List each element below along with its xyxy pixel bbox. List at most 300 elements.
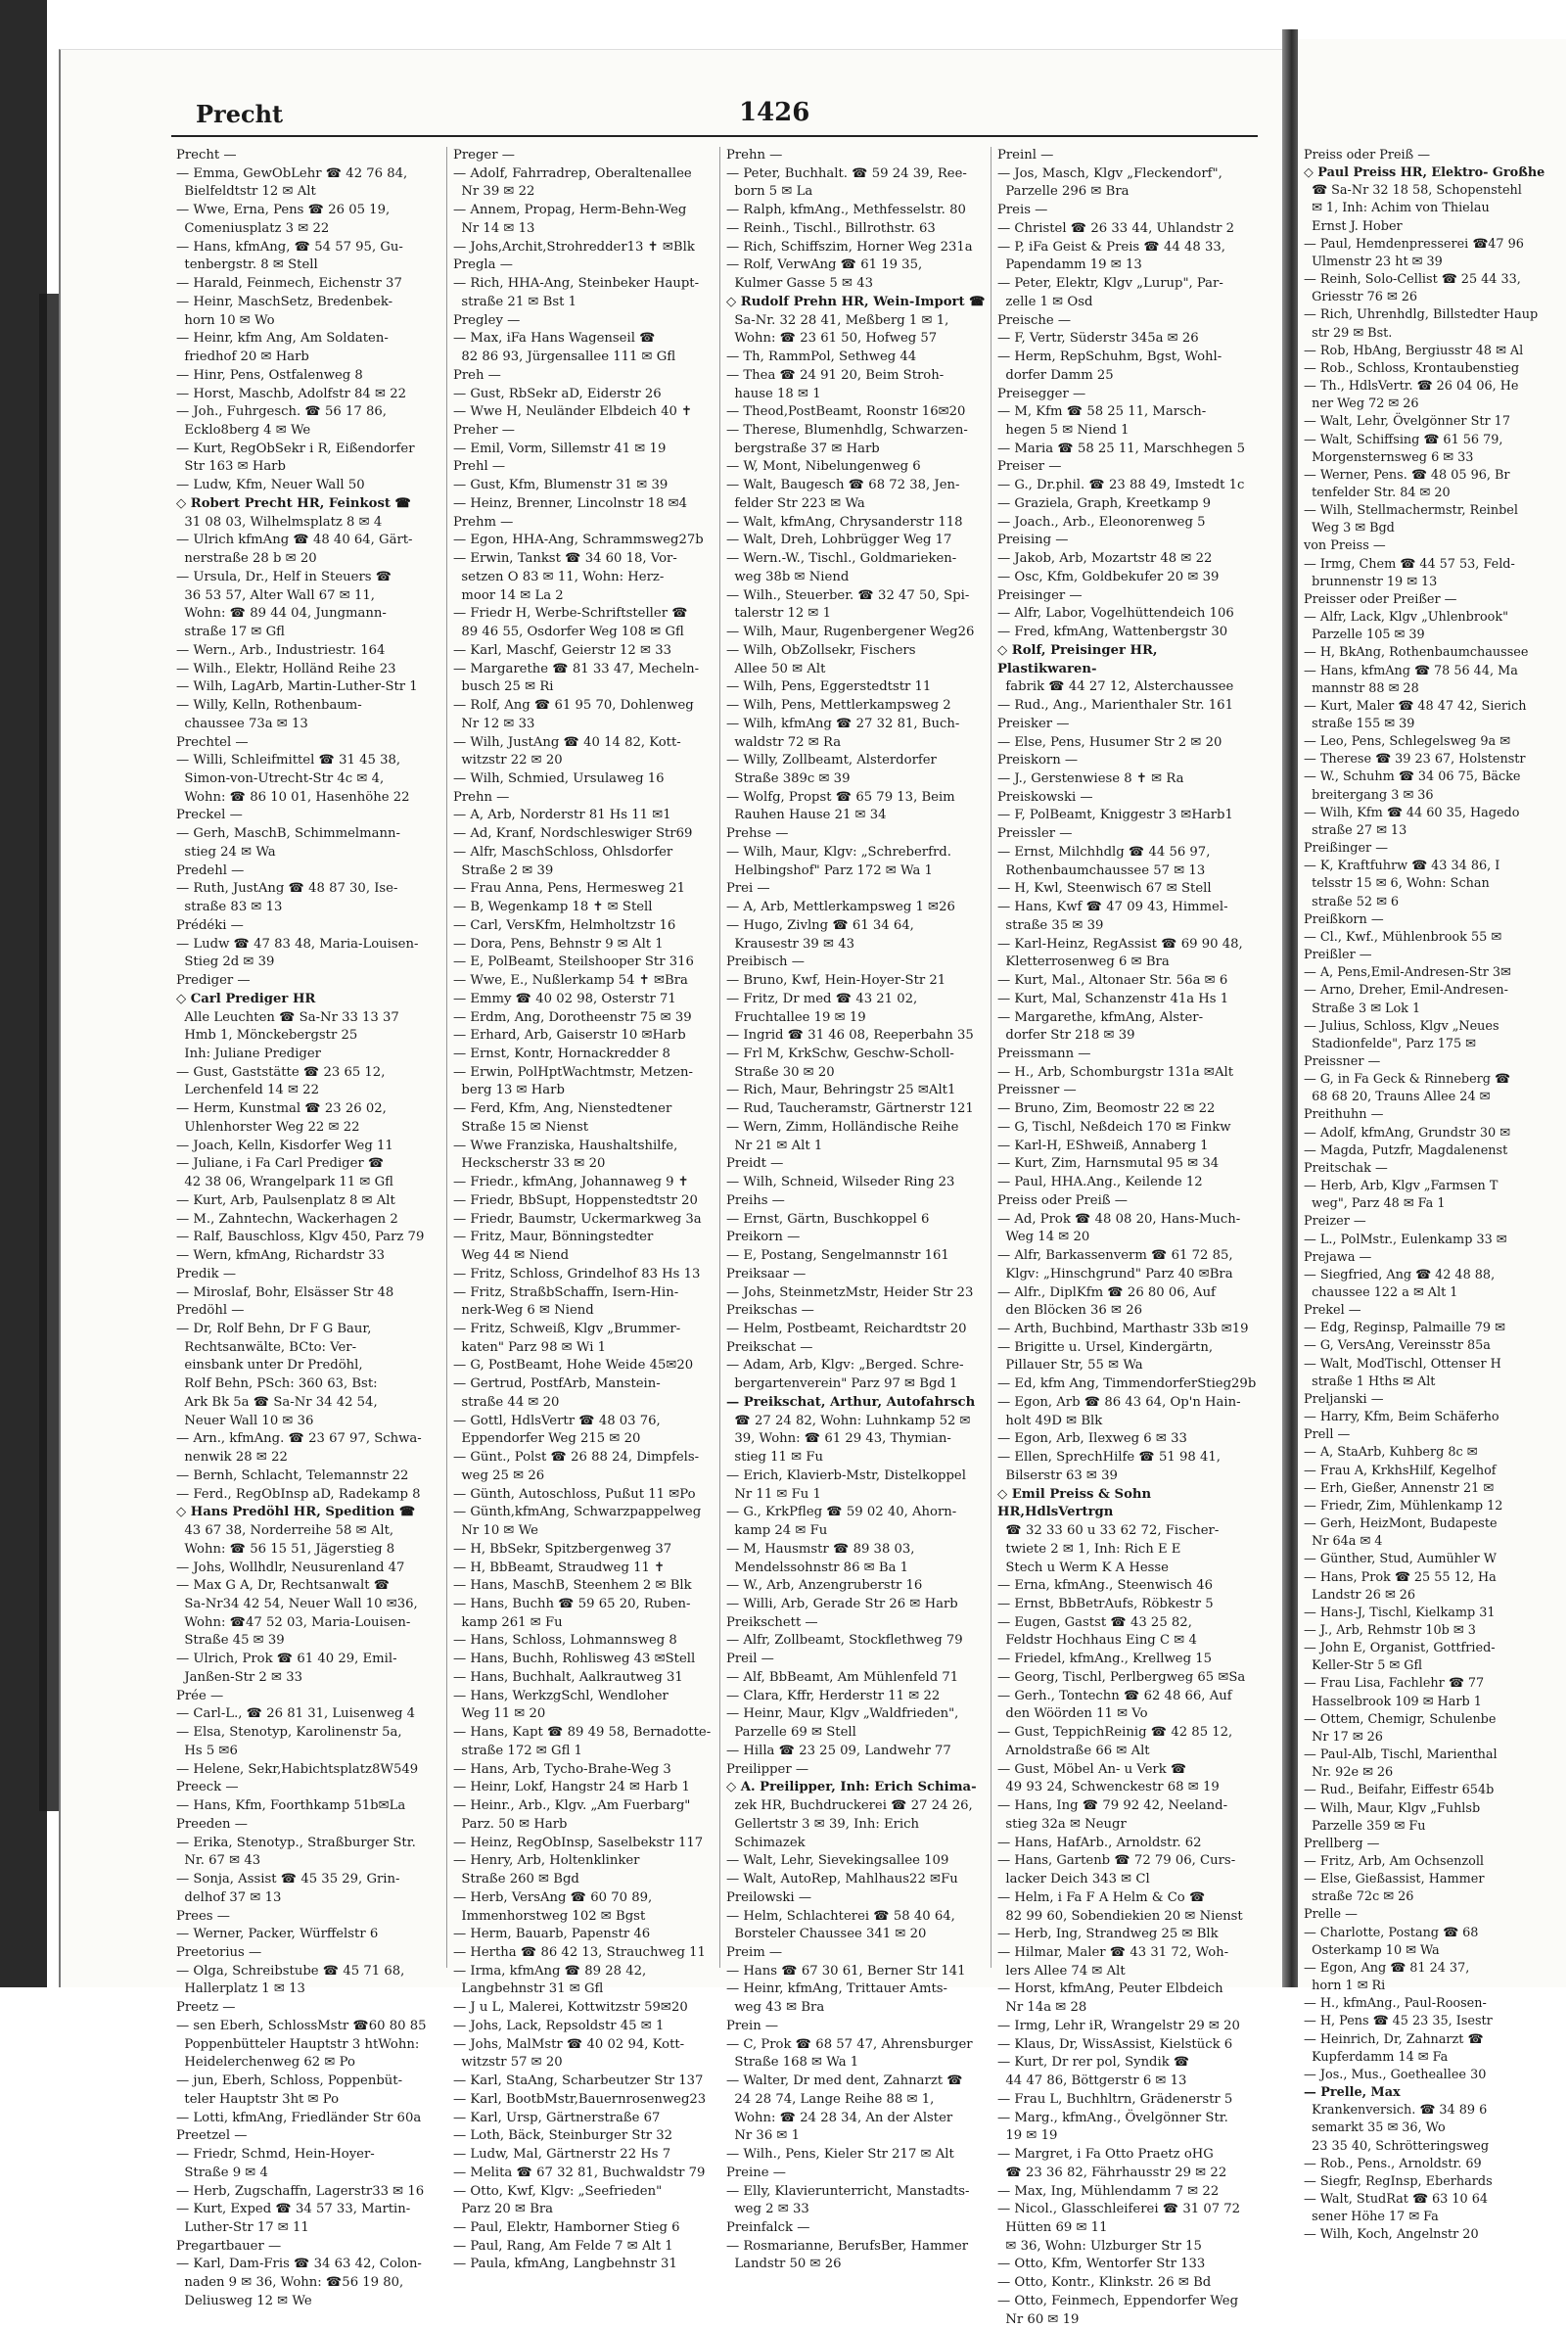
directory-entry-line: — Wilh, JustAng ☎ 40 14 82, Kott- [453, 734, 681, 750]
directory-entry-line: — Edg, Reginsp, Palmaille 79 ✉ [1304, 1321, 1505, 1336]
directory-entry-line: — Heinz, Brenner, Lincolnstr 18 ✉4 [453, 495, 688, 511]
directory-entry-line: 43 67 38, Norderreihe 58 ✉ Alt, [176, 1523, 394, 1539]
directory-entry-line: — H, BbBeamt, Straudweg 11 ✝ [453, 1560, 666, 1575]
directory-entry-line: — Kurt, Arb, Paulsenplatz 8 ✉ Alt [176, 1192, 395, 1208]
directory-entry-line: — Walt, ModTischl, Ottenser H [1304, 1356, 1501, 1372]
directory-entry-line: straße 1 Hths ✉ Alt [1304, 1374, 1436, 1389]
directory-entry-line: Straße 15 ✉ Nienst [453, 1119, 589, 1135]
directory-entry-line: — Hans, Kfm, Foorthkamp 51b✉La [176, 1798, 406, 1814]
directory-entry-line: Keller-Str 5 ✉ Gfl [1304, 1658, 1422, 1674]
directory-entry-line: moor 14 ✉ La 2 [453, 587, 564, 603]
directory-entry-line: Nr 12 ✉ 33 [453, 716, 535, 731]
directory-entry-line: — Herm, Bauarb, Papenstr 46 [453, 1927, 651, 1942]
directory-entry-line: Ulmenstr 23 ht ✉ 39 [1304, 254, 1443, 269]
directory-entry-line: teler Hauptstr 3ht ✉ Po [176, 2091, 340, 2107]
directory-entry-line: Preitschak — [1304, 1160, 1388, 1176]
directory-entry-line: Preh — [453, 367, 501, 383]
directory-entry-line: — Hans ☎ 67 30 61, Berner Str 141 [726, 1963, 966, 1979]
directory-entry-line: Stech u Werm K A Hesse [997, 1560, 1169, 1575]
directory-entry-line: hause 18 ✉ 1 [726, 386, 821, 401]
directory-column-1 [176, 147, 436, 2308]
directory-entry-line: — Ruth, JustAng ☎ 48 87 30, Ise- [176, 881, 398, 897]
directory-entry-line: — Rob., Pens., Arnoldstr. 69 [1304, 2156, 1482, 2171]
directory-entry-line: Heckscherstr 33 ✉ 20 [453, 1156, 606, 1172]
directory-entry-line: Preiksaar — [726, 1266, 807, 1281]
directory-entry-line: Neuer Wall 10 ✉ 36 [176, 1413, 314, 1428]
directory-entry-line: Deliusweg 12 ✉ We [176, 2293, 312, 2308]
directory-entry-line: — Wilh, LagArb, Martin-Luther-Str 1 [176, 679, 418, 695]
directory-entry-line: — Alfr, Labor, Vogelhüttendeich 106 [997, 606, 1234, 622]
directory-entry-line: — Marg., kfmAng., Övelgönner Str. [997, 2110, 1228, 2125]
directory-entry-line: ☎ 23 36 82, Fährhausstr 29 ✉ 22 [997, 2165, 1227, 2180]
directory-entry-line: — Else, Gießassist, Hammer [1304, 1872, 1485, 1887]
directory-entry-line: fabrik ☎ 44 27 12, Alsterchaussee [997, 679, 1234, 695]
directory-entry-line: Hasselbrook 109 ✉ Harb 1 [1304, 1694, 1482, 1709]
directory-entry-line: straße 35 ✉ 39 [997, 917, 1104, 933]
directory-entry-line: 31 08 03, Wilhelmsplatz 8 ✉ 4 [176, 514, 383, 530]
directory-entry-line: — Otto, Kfm, Wentorfer Str 133 [997, 2257, 1206, 2272]
directory-entry-line: — Lotti, kfmAng, Friedländer Str 60a [176, 2110, 422, 2125]
directory-entry-line: straße 52 ✉ 6 [1304, 894, 1400, 909]
directory-entry-line: ◇ Carl Prediger HR [176, 991, 316, 1006]
directory-entry-line: Preissner — [997, 1083, 1077, 1098]
directory-entry-line: — Fritz, Schloss, Grindelhof 83 Hs 13 [453, 1266, 701, 1281]
directory-entry-line: — Alf, BbBeamt, Am Mühlenfeld 71 [726, 1669, 959, 1685]
directory-column-2 [446, 147, 713, 2272]
directory-entry-line: — Jakob, Arb, Mozartstr 48 ✉ 22 [997, 551, 1213, 567]
directory-entry-line: Sa-Nr. 32 28 41, Meßberg 1 ✉ 1, [726, 312, 949, 328]
directory-entry-line: — Erich, Klavierb-Mstr, Distelkoppel [726, 1467, 966, 1483]
directory-entry-line: Stieg 2d ✉ 39 [176, 955, 275, 970]
directory-entry-line: Preilowski — [726, 1889, 812, 1905]
directory-entry-line: Prei — [726, 881, 770, 897]
directory-entry-line: Predöhl — [176, 1303, 245, 1319]
directory-entry-line: — Ernst, Kontr, Hornackredder 8 [453, 1046, 670, 1061]
directory-entry-line: den Wöörden 11 ✉ Vo [997, 1706, 1148, 1722]
directory-entry-line: Parzelle 359 ✉ Fu [1304, 1818, 1426, 1834]
directory-column-4 [991, 147, 1257, 2327]
directory-entry-line: — Horst, kfmAng, Peuter Elbdeich [997, 1981, 1223, 1997]
directory-entry-line: — Charlotte, Postang ☎ 68 [1304, 1925, 1479, 1940]
directory-entry-line: nenwik 28 ✉ 22 [176, 1450, 288, 1466]
directory-entry-line: Preetzel — [176, 2128, 248, 2144]
directory-entry-line: — Otto, Kwf, Klgv: „Seefrieden" [453, 2183, 663, 2199]
directory-column-5 [1304, 147, 1568, 2243]
directory-entry-line: Preizer — [1304, 1214, 1366, 1230]
directory-entry-line: kamp 24 ✉ Fu [726, 1523, 828, 1539]
directory-entry-line: — W., Schuhm ☎ 34 06 75, Bäcke [1304, 769, 1521, 785]
directory-entry-line: — A, Pens,Emil-Andresen-Str 3✉ [1304, 965, 1511, 981]
directory-entry-line: — Rich, Schiffszim, Horner Weg 231a [726, 239, 973, 255]
directory-entry-line: talerstr 12 ✉ 1 [726, 606, 832, 622]
directory-entry-line: felder Str 223 ✉ Wa [726, 495, 865, 511]
directory-entry-line: Borsteler Chaussee 341 ✉ 20 [726, 1927, 927, 1942]
directory-entry-line: telsstr 15 ✉ 6, Wohn: Schan [1304, 876, 1490, 892]
directory-entry-line: — Friedr, BbSupt, Hoppenstedtstr 20 [453, 1192, 698, 1208]
directory-entry-line: — Ingrid ☎ 31 46 08, Reeperbahn 35 [726, 1028, 974, 1044]
directory-entry-line: — Heinr, MaschSetz, Bredenbek- [176, 294, 393, 309]
directory-entry-line: — Egon, Arb ☎ 86 43 64, Op'n Hain- [997, 1394, 1241, 1410]
directory-entry-line: — Friedr, Baumstr, Uckermarkweg 3a [453, 1211, 702, 1227]
directory-entry-line: Straße 260 ✉ Bgd [453, 1872, 579, 1887]
directory-entry-line: — Walt, Schiffsing ☎ 61 56 79, [1304, 432, 1503, 447]
directory-entry-line: — Hans-J, Tischl, Kielkamp 31 [1304, 1605, 1496, 1620]
directory-entry-line: ☎ Sa-Nr 32 18 58, Schopenstehl [1304, 183, 1522, 199]
directory-entry-line: — G., KrkPfleg ☎ 59 02 40, Ahorn- [726, 1505, 957, 1520]
directory-entry-line: — Rich, Uhrenhdlg, Billstedter Haup [1304, 307, 1539, 323]
directory-entry-line: Helbingshof" Parz 172 ✉ Wa 1 [726, 862, 933, 878]
directory-entry-line: stieg 24 ✉ Wa [176, 844, 276, 860]
directory-entry-line: — Siegfr, RegInsp, Eberhards [1304, 2173, 1493, 2189]
directory-entry-line: — Johs,Archit,Strohredder13 ✝ ✉Blk [453, 239, 695, 255]
directory-entry-line: — Ernst, Milchhdlg ☎ 44 56 97, [997, 844, 1211, 860]
directory-entry-line: Preisinger — [997, 587, 1083, 603]
directory-entry-line: — Ferd, Kfm, Ang, Nienstedtener [453, 1101, 672, 1117]
directory-entry-line: Krankenversich. ☎ 34 89 6 [1304, 2103, 1488, 2119]
directory-entry-line: hegen 5 ✉ Niend 1 [997, 423, 1130, 439]
directory-entry-line: Prell — [1304, 1427, 1351, 1443]
directory-entry-line: — G., Dr.phil. ☎ 23 88 49, Imstedt 1c [997, 478, 1245, 493]
directory-entry-line: — Walt, kfmAng, Chrysanderstr 118 [726, 514, 963, 530]
directory-entry-line: — Wwe, E., Nußlerkamp 54 ✝ ✉Bra [453, 973, 688, 989]
directory-entry-line: Lerchenfeld 14 ✉ 22 [176, 1083, 319, 1098]
directory-entry-line: — Gust, Gaststätte ☎ 23 65 12, [176, 1064, 386, 1080]
directory-entry-line: stieg 32a ✉ Neugr [997, 1816, 1127, 1832]
directory-entry-line: — Adolf, Fahrradrep, Oberaltenallee [453, 165, 692, 181]
directory-entry-line: — Ulrich kfmAng ☎ 48 40 64, Gärt- [176, 533, 413, 548]
directory-entry-line: Str 163 ✉ Harb [176, 459, 286, 475]
directory-entry-line: — Willy, Kelln, Rothenbaum- [176, 698, 362, 714]
directory-entry-line: Preidt — [726, 1156, 784, 1172]
directory-entry-line: tenfelder Str. 84 ✉ 20 [1304, 485, 1451, 500]
directory-entry-line: Hs 5 ✉6 [176, 1743, 238, 1758]
directory-entry-line: — Kurt, Mal., Altonaer Str. 56a ✉ 6 [997, 973, 1228, 989]
directory-entry-line: Bilserstr 63 ✉ 39 [997, 1467, 1118, 1483]
directory-entry-line: Feldstr Hochhaus Eing C ✉ 4 [997, 1633, 1197, 1649]
directory-entry-line: — Wolfg, Propst ☎ 65 79 13, Beim [726, 789, 955, 805]
directory-entry-line: — Willi, Schleifmittel ☎ 31 45 38, [176, 753, 401, 769]
directory-entry-line: — Kurt, Dr rer pol, Syndik ☎ [997, 2055, 1190, 2071]
directory-entry-line: — Paula, kfmAng, Langbehnstr 31 [453, 2257, 677, 2272]
directory-entry-line: Nr 64a ✉ 4 [1304, 1534, 1383, 1550]
directory-entry-line: Preissner — [1304, 1053, 1381, 1069]
directory-entry-line: holt 49D ✉ Blk [997, 1413, 1103, 1428]
directory-entry-line: Rothenbaumchaussee 57 ✉ 13 [997, 862, 1206, 878]
directory-entry-line: Parzelle 296 ✉ Bra [997, 184, 1130, 200]
directory-entry-line: — Johs, Wollhdlr, Neusurenland 47 [176, 1560, 405, 1575]
directory-entry-line: — M., Zahntechn, Wackerhagen 2 [176, 1211, 398, 1227]
directory-entry-line: Preilipper — [726, 1761, 809, 1777]
directory-entry-line: straße 27 ✉ 13 [1304, 822, 1407, 838]
directory-entry-line: — Ursula, Dr., Helf in Steuers ☎ [176, 569, 392, 584]
directory-entry-line: — Christel ☎ 26 33 44, Uhlandstr 2 [997, 220, 1235, 236]
directory-entry-line: — Günth, Autoschloss, Pußut 11 ✉Po [453, 1486, 696, 1502]
directory-entry-line: Preiss oder Preiß — [1304, 148, 1431, 163]
directory-entry-line: — Th, RammPol, Sethweg 44 [726, 349, 917, 365]
directory-entry-line: — Friedr, Zim, Mühlenkamp 12 [1304, 1498, 1503, 1514]
directory-entry-line: — Theod,PostBeamt, Roonstr 16✉20 [726, 404, 966, 420]
directory-entry-line: ◇ Emil Preiss & Sohn HR,HdlsVertrgn [997, 1486, 1156, 1520]
directory-entry-line: ◇ Hans Predöhl HR, Spedition ☎ [176, 1505, 416, 1520]
directory-entry-line: delhof 37 ✉ 13 [176, 1889, 282, 1905]
directory-entry-line: — Ed, kfm Ang, TimmendorferStieg29b [997, 1376, 1257, 1392]
directory-entry-line: — Wilh, Schneid, Wilseder Ring 23 [726, 1175, 955, 1190]
directory-entry-line: — Kurt, Maler ☎ 48 47 42, Sierich [1304, 698, 1527, 714]
directory-entry-line: — Wilh, Kfm ☎ 44 60 35, Hagedo [1304, 805, 1520, 820]
directory-entry-line: — Ralph, kfmAng., Methfesselstr. 80 [726, 203, 966, 218]
directory-entry-line: Precht — [176, 148, 237, 163]
directory-entry-line: Parz. 50 ✉ Harb [453, 1816, 568, 1832]
directory-entry-line: — Helene, Sekr,Habichtsplatz8W549 [176, 1761, 419, 1777]
directory-entry-line: — Paul, Hemdenpresserei ☎47 96 [1304, 236, 1524, 252]
directory-entry-line: — Fritz, StraßbSchaffn, Isern-Hin- [453, 1284, 679, 1300]
directory-entry-line: — Ad, Prok ☎ 48 08 20, Hans-Much- [997, 1211, 1241, 1227]
directory-entry-line: — Rolf, Ang ☎ 61 95 70, Dohlenweg [453, 698, 694, 714]
directory-entry-line: — Helm, Schlachterei ☎ 58 40 64, [726, 1908, 955, 1924]
directory-entry-line: — Hans, WerkzgSchl, Wendloher [453, 1688, 669, 1703]
directory-entry-line: Luther-Str 17 ✉ 11 [176, 2219, 309, 2235]
directory-entry-line: Uhlenhorster Weg 22 ✉ 22 [176, 1119, 360, 1135]
directory-entry-line: — H., kfmAng., Paul-Roosen- [1304, 1996, 1487, 2012]
directory-entry-line: Ecklo8berg 4 ✉ We [176, 423, 311, 439]
directory-entry-line: katen" Parz 98 ✉ Wi 1 [453, 1339, 607, 1355]
directory-entry-line: — Friedel, kfmAng., Krellweg 15 [997, 1652, 1213, 1667]
directory-entry-line: Preikorn — [726, 1230, 801, 1245]
directory-entry-line: Bielfeldtstr 12 ✉ Alt [176, 184, 316, 200]
directory-entry-line: von Preiss — [1304, 538, 1386, 554]
directory-entry-line: Comeniusplatz 3 ✉ 22 [176, 220, 330, 236]
directory-entry-line: Wohn: ☎ 23 61 50, Hofweg 57 [726, 331, 938, 347]
directory-entry-line: 39, Wohn: ☎ 61 29 43, Thymian- [726, 1431, 951, 1447]
directory-entry-line: — Erwin, PolHptWachtmstr, Metzen- [453, 1064, 693, 1080]
directory-entry-line: — Gerh., Tontechn ☎ 62 48 66, Auf [997, 1688, 1232, 1703]
directory-entry-line: Eppendorfer Weg 215 ✉ 20 [453, 1431, 641, 1447]
directory-entry-line: setzen O 83 ✉ 11, Wohn: Herz- [453, 569, 665, 584]
directory-entry-line: — Wilh, Pens, Mettlerkampsweg 2 [726, 698, 951, 714]
directory-entry-line: Preiskorn — [997, 753, 1079, 769]
directory-entry-line: — B, Wegenkamp 18 ✝ ✉ Stell [453, 900, 653, 915]
directory-entry-line: ☎ 27 24 82, Wohn: Luhnkamp 52 ✉ [726, 1413, 971, 1428]
directory-entry-line: — Max, Ing, Mühlendamm 7 ✉ 22 [997, 2183, 1220, 2199]
directory-entry-line: Krausestr 39 ✉ 43 [726, 936, 855, 952]
directory-entry-line: — John E, Organist, Gottfried- [1304, 1641, 1496, 1656]
directory-entry-line: Pregartbauer — [176, 2238, 282, 2254]
directory-entry-line: Nr 60 ✉ 19 [997, 2311, 1080, 2327]
directory-entry-line: Preiss oder Preiß — [997, 1192, 1128, 1208]
directory-entry-line: — Else, Pens, Husumer Str 2 ✉ 20 [997, 734, 1222, 750]
directory-entry-line: straße 21 ✉ Bst 1 [453, 294, 576, 309]
directory-entry-line: berg 13 ✉ Harb [453, 1083, 565, 1098]
directory-entry-line: — Walt, Dreh, Lohbrügger Weg 17 [726, 533, 952, 548]
directory-entry-line: — Herb, VersAng ☎ 60 70 89, [453, 1889, 653, 1905]
directory-entry-line: kamp 261 ✉ Fu [453, 1614, 563, 1630]
directory-entry-line: — Arn., kfmAng. ☎ 23 67 97, Schwa- [176, 1431, 422, 1447]
directory-entry-line: — Alfr, Lack, Klgv „Uhlenbrook" [1304, 610, 1509, 626]
directory-entry-line: — Irmg, Lehr iR, Wrangelstr 29 ✉ 20 [997, 2018, 1240, 2033]
directory-entry-line: — Erhard, Arb, Gaiserstr 10 ✉Harb [453, 1028, 686, 1044]
directory-entry-line: — Rolf, VerwAng ☎ 61 19 35, [726, 257, 923, 273]
directory-entry-line: Papendamm 19 ✉ 13 [997, 257, 1142, 273]
directory-entry-line: — Walt, Lehr, Övelgönner Str 17 [1304, 414, 1510, 430]
directory-entry-line: — Kurt, Exped ☎ 34 57 33, Martin- [176, 2202, 411, 2217]
directory-entry-line: — Leo, Pens, Schlegelsweg 9a ✉ [1304, 734, 1510, 750]
directory-entry-line: — Joh., Fuhrgesch. ☎ 56 17 86, [176, 404, 387, 420]
directory-entry-line: — Helm, i Fa F A Helm & Co ☎ [997, 1889, 1206, 1905]
directory-entry-line: — G, VersAng, Vereinsstr 85a [1304, 1338, 1491, 1354]
directory-entry-line: 89 46 55, Osdorfer Weg 108 ✉ Gfl [453, 625, 684, 640]
directory-entry-line: — Paul, Rang, Am Felde 7 ✉ Alt 1 [453, 2238, 673, 2254]
directory-entry-line: — Olga, Schreibstube ☎ 45 71 68, [176, 1963, 405, 1979]
directory-entry-line: — G, in Fa Geck & Rinneberg ☎ [1304, 1072, 1510, 1088]
directory-entry-line: — Elsa, Stenotyp, Karolinenstr 5a, [176, 1725, 402, 1741]
directory-entry-line: — Günt., Polst ☎ 26 88 24, Dimpfels- [453, 1450, 700, 1466]
directory-entry-line: Weg 11 ✉ 20 [453, 1706, 546, 1722]
directory-entry-line: — Bruno, Zim, Beomostr 22 ✉ 22 [997, 1101, 1216, 1117]
directory-entry-line: Langbehnstr 31 ✉ Gfl [453, 1981, 604, 1997]
directory-entry-line: weg 25 ✉ 26 [453, 1467, 545, 1483]
directory-entry-line: — Alfr., DiplKfm ☎ 26 80 06, Auf [997, 1284, 1216, 1300]
directory-entry-line: — Gertrud, PostfArb, Manstein- [453, 1376, 661, 1392]
directory-entry-line: Preil — [726, 1652, 774, 1667]
directory-entry-line: straße 155 ✉ 39 [1304, 717, 1415, 731]
directory-entry-line: — Wilh, Koch, Angelnstr 20 [1304, 2227, 1479, 2243]
directory-entry-line: Mendelssohnstr 86 ✉ Ba 1 [726, 1560, 909, 1575]
directory-entry-line: — Gust, RbSekr aD, Eiderstr 26 [453, 386, 662, 401]
directory-entry-line: bergstraße 37 ✉ Harb [726, 441, 880, 456]
directory-entry-line: — Hertha ☎ 86 42 13, Strauchweg 11 [453, 1944, 706, 1960]
directory-entry-line: — M, Hausmstr ☎ 89 38 03, [726, 1541, 915, 1557]
directory-entry-line: — Kurt, Zim, Harnsmutal 95 ✉ 34 [997, 1156, 1220, 1172]
directory-entry-line: — Günth,kfmAng, Schwarzpappelweg [453, 1505, 702, 1520]
directory-entry-line: — Gust, Kfm, Blumenstr 31 ✉ 39 [453, 478, 669, 493]
directory-entry-line: — Hans, MaschB, Steenhem 2 ✉ Blk [453, 1578, 692, 1594]
directory-entry-line: — Friedr, Schmd, Hein-Hoyer- [176, 2147, 375, 2163]
directory-entry-line: Nr. 92e ✉ 26 [1304, 1765, 1394, 1781]
directory-entry-line: Griesstr 76 ✉ 26 [1304, 290, 1418, 305]
directory-entry-line: — Wilh, Stellmachermstr, Reinbel [1304, 503, 1518, 519]
directory-entry-line: — Hans, Buchhalt, Aalkrautweg 31 [453, 1669, 683, 1685]
directory-entry-line: — Adolf, kfmAng, Grundstr 30 ✉ [1304, 1125, 1510, 1141]
directory-entry-line: — Alfr, Zollbeamt, Stockflethweg 79 [726, 1633, 963, 1649]
directory-entry-line: born 5 ✉ La [726, 184, 813, 200]
directory-entry-line: — Heinr, Lokf, Hangstr 24 ✉ Harb 1 [453, 1780, 690, 1795]
directory-entry-line: witzstr 22 ✉ 20 [453, 753, 563, 769]
directory-entry-line: — G, Tischl, Neßdeich 170 ✉ Finkw [997, 1119, 1231, 1135]
directory-entry-line: — Helm, Postbeamt, Reichardtstr 20 [726, 1322, 967, 1336]
directory-entry-line: — Paul, HHA.Ang., Keilende 12 [997, 1175, 1203, 1190]
directory-entry-line: — Max, iFa Hans Wagenseil ☎ [453, 331, 656, 347]
directory-entry-line: Heidelerchenweg 62 ✉ Po [176, 2055, 355, 2071]
directory-entry-line: ner Weg 72 ✉ 26 [1304, 396, 1419, 412]
directory-entry-line: Preljanski — [1304, 1391, 1384, 1407]
directory-entry-line: Straße 9 ✉ 4 [176, 2165, 268, 2180]
directory-entry-line: ◇ Rolf, Preisinger HR, Plastikwaren- [997, 642, 1163, 676]
directory-entry-line: — Gust, Möbel An- u Verk ☎ [997, 1761, 1187, 1777]
directory-entry-line: horn 1 ✉ Ri [1304, 1979, 1386, 1994]
directory-entry-line: — Heinrich, Dr, Zahnarzt ☎ [1304, 2031, 1484, 2047]
directory-entry-line: — Arno, Dreher, Emil-Andresen- [1304, 983, 1508, 999]
directory-entry-line: — Ludw, Mal, Gärtnerstr 22 Hs 7 [453, 2147, 671, 2163]
directory-entry-line: ◇ Rudolf Prehn HR, Wein-Import ☎ [726, 294, 986, 309]
directory-entry-line: Gellertstr 3 ✉ 39, Inh: Erich [726, 1816, 919, 1832]
directory-entry-line: Preising — [997, 533, 1069, 548]
directory-entry-line: — Hans, Buchh ☎ 59 65 20, Ruben- [453, 1597, 691, 1612]
directory-entry-line: Preim — [726, 1944, 783, 1960]
directory-entry-line: — Joach., Arb., Eleonorenweg 5 [997, 514, 1206, 530]
directory-entry-line: Preikschett — [726, 1614, 818, 1630]
directory-entry-line: mannstr 88 ✉ 28 [1304, 680, 1419, 696]
directory-entry-line: — Wern, kfmAng, Richardstr 33 [176, 1248, 386, 1264]
directory-entry-line: nerstraße 28 b ✉ 20 [176, 551, 317, 567]
directory-entry-line: Preisegger — [997, 386, 1086, 401]
directory-entry-line: — Hans, Arb, Tycho-Brahe-Weg 3 [453, 1761, 671, 1777]
directory-entry-line: — Emmy ☎ 40 02 98, Osterstr 71 [453, 991, 676, 1006]
directory-entry-line: ◇ Robert Precht HR, Feinkost ☎ [176, 495, 411, 511]
directory-entry-line: — Wilh., Pens, Kieler Str 217 ✉ Alt [726, 2147, 954, 2163]
directory-entry-line: breitergang 3 ✉ 36 [1304, 787, 1434, 803]
directory-entry-line: — Wilh., Steuerber. ☎ 32 47 50, Spi- [726, 587, 970, 603]
directory-entry-line: — Melita ☎ 67 32 81, Buchwaldstr 79 [453, 2165, 706, 2180]
directory-entry-line: Preibisch — [726, 955, 805, 970]
directory-entry-line: weg", Parz 48 ✉ Fa 1 [1304, 1196, 1446, 1212]
directory-entry-line: Morgensternsweg 6 ✉ 33 [1304, 449, 1474, 465]
directory-entry-line: Preeck — [176, 1780, 239, 1795]
directory-entry-line: — Annem, Propag, Herm-Behn-Weg [453, 203, 687, 218]
directory-entry-line: Prée — [176, 1688, 224, 1703]
directory-entry-line: — Frau L, Buchhltrn, Grädenerstr 5 [997, 2091, 1233, 2107]
directory-entry-line: — K, Kraftfuhrw ☎ 43 34 86, I [1304, 859, 1500, 874]
directory-entry-line: Preißkorn — [1304, 911, 1384, 927]
directory-entry-line: Parzelle 69 ✉ Stell [726, 1725, 856, 1741]
directory-entry-line: — Erika, Stenotyp., Straßburger Str. [176, 1835, 416, 1850]
directory-entry-line: — Joach, Kelln, Kisdorfer Weg 11 [176, 1138, 393, 1153]
directory-entry-line: Poppenbütteler Hauptstr 3 htWohn: [176, 2036, 420, 2052]
directory-entry-line: Kulmer Gasse 5 ✉ 43 [726, 276, 874, 292]
directory-entry-line: — Maria ☎ 58 25 11, Marschhegen 5 [997, 441, 1245, 456]
directory-entry-line: — Egon, Ang ☎ 81 24 37, [1304, 1960, 1470, 1976]
directory-entry-line: Rechtsanwälte, BCto: Ver- [176, 1339, 357, 1355]
directory-entry-line: — Hans, Kapt ☎ 89 49 58, Bernadotte- [453, 1725, 712, 1741]
directory-entry-line: Wohn: ☎ 89 44 04, Jungmann- [176, 606, 387, 622]
directory-entry-line: stieg 11 ✉ Fu [726, 1450, 823, 1466]
directory-entry-line: Preetz — [176, 2000, 236, 2016]
directory-entry-line: — Alfr, MaschSchloss, Ohlsdorfer [453, 844, 673, 860]
directory-entry-line: Wohn: ☎ 24 28 34, An der Alster [726, 2110, 953, 2125]
directory-entry-line: — Hans, Gartenb ☎ 72 79 06, Curs- [997, 1853, 1236, 1869]
directory-entry-line: — Johs, MalMstr ☎ 40 02 94, Kott- [453, 2036, 685, 2052]
directory-entry-line: Straße 30 ✉ 20 [726, 1064, 835, 1080]
directory-entry-line: — H, BbSekr, Spitzbergenweg 37 [453, 1541, 672, 1557]
directory-entry-line: Nr 14a ✉ 28 [997, 2000, 1087, 2016]
directory-entry-line: — Erwin, Tankst ☎ 34 60 18, Vor- [453, 551, 677, 567]
directory-entry-line: — Dora, Pens, Behnstr 9 ✉ Alt 1 [453, 936, 664, 952]
directory-entry-line: witzstr 57 ✉ 20 [453, 2055, 563, 2071]
directory-entry-line: — Wern., Arb., Industriestr. 164 [176, 642, 386, 658]
directory-entry-line: twiete 2 ✉ 1, Inh: Rich E E [997, 1541, 1181, 1557]
directory-entry-line: — Hans, kfmAng ☎ 78 56 44, Ma [1304, 663, 1518, 678]
directory-entry-line: — A, Arb, Mettlerkampsweg 1 ✉26 [726, 900, 955, 915]
directory-entry-line: Straße 389c ✉ 39 [726, 770, 851, 786]
directory-entry-line: Sa-Nr34 42 54, Neuer Wall 10 ✉36, [176, 1597, 418, 1612]
directory-entry-line: ✉ 1, Inh: Achim von Thielau [1304, 201, 1490, 216]
directory-entry-line: — Friedr H, Werbe-Schriftsteller ☎ [453, 606, 688, 622]
directory-entry-line: — Gust, TeppichReinig ☎ 42 85 12, [997, 1725, 1233, 1741]
directory-entry-line: — Frl M, KrkSchw, Geschw-Scholl- [726, 1046, 954, 1061]
directory-entry-line: — Ernst, BbBetrAufs, Röbkestr 5 [997, 1597, 1214, 1612]
directory-entry-line: — Herb, Arb, Klgv „Farmsen T [1304, 1179, 1499, 1194]
directory-entry-line: — Heinr, kfm Ang, Am Soldaten- [176, 331, 389, 347]
directory-entry-line: Parz 20 ✉ Bra [453, 2202, 554, 2217]
